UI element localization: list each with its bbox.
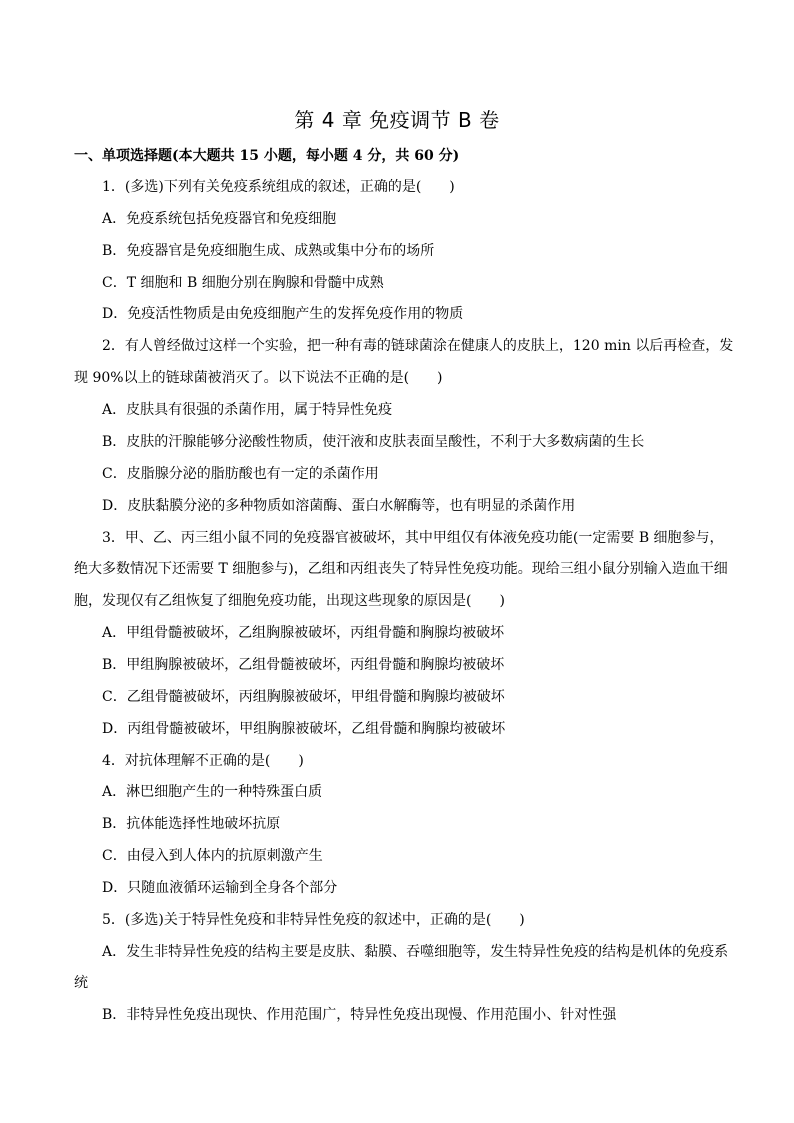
question-4-option-d: D．只随血液循环运输到全身各个部分: [102, 880, 338, 896]
question-2-option-c: C．皮脂腺分泌的脂肪酸也有一定的杀菌作用: [102, 466, 379, 482]
question-3-option-c: C．乙组骨髓被破坏，丙组胸腺被破坏，甲组骨髓和胸腺均被破坏: [102, 689, 505, 705]
question-3-option-d: D．丙组骨髓被破坏，甲组胸腺被破坏，乙组骨髓和胸腺均被破坏: [102, 721, 506, 737]
question-4-option-b: B．抗体能选择性地破坏抗原: [102, 816, 281, 832]
question-5-option-a-line-2: 统: [74, 975, 88, 991]
section-heading: 一、单项选择题(本大题共 15 小题，每小题 4 分，共 60 分): [74, 148, 460, 164]
question-4-stem: 4．对抗体理解不正确的是( ): [102, 753, 304, 769]
question-5-option-a-line-1: A．发生非特异性免疫的结构主要是皮肤、黏膜、吞噬细胞等，发生特异性免疫的结构是机体的免疫系: [102, 944, 729, 960]
question-3-stem-line-2: 绝大多数情况下还需要 T 细胞参与)，乙组和丙组丧失了特异性免疫功能。现给三组小鼠分别输入造血干细: [74, 561, 728, 577]
question-3-stem-line-1: 3．甲、乙、丙三组小鼠不同的免疫器官被破坏，其中甲组仅有体液免疫功能(一定需要 B 细胞参与，: [102, 530, 724, 546]
question-3-option-a: A．甲组骨髓被破坏，乙组胸腺被破坏，丙组骨髓和胸腺均被破坏: [102, 625, 505, 641]
question-1-option-b: B．免疫器官是免疫细胞生成、成熟或集中分布的场所: [102, 243, 435, 259]
question-2-stem-line-2: 现 90%以上的链球菌被消灭了。以下说法不正确的是( ): [74, 370, 443, 386]
question-2-option-d: D．皮肤黏膜分泌的多种物质如溶菌酶、蛋白水解酶等，也有明显的杀菌作用: [102, 498, 576, 514]
question-1-option-a: A．免疫系统包括免疫器官和免疫细胞: [102, 211, 337, 227]
page-title: 第 4 章 免疫调节 B 卷: [294, 108, 500, 132]
question-3-stem-line-3: 胞，发现仅有乙组恢复了细胞免疫功能，出现这些现象的原因是( ): [74, 593, 505, 609]
question-1-stem: 1．(多选)下列有关免疫系统组成的叙述，正确的是( ): [102, 179, 455, 195]
question-5-stem: 5．(多选)关于特异性免疫和非特异性免疫的叙述中，正确的是( ): [102, 912, 525, 928]
question-2-option-b: B．皮肤的汗腺能够分泌酸性物质，使汗液和皮肤表面呈酸性，不利于大多数病菌的生长: [102, 434, 645, 450]
question-5-option-b: B．非特异性免疫出现快、作用范围广，特异性免疫出现慢、作用范围小、针对性强: [102, 1007, 617, 1023]
question-4-option-a: A．淋巴细胞产生的一种特殊蛋白质: [102, 784, 323, 800]
question-4-option-c: C．由侵入到人体内的抗原刺激产生: [102, 848, 323, 864]
question-2-stem-line-1: 2．有人曾经做过这样一个实验，把一种有毒的链球菌涂在健康人的皮肤上，120 min 以后再检查，发: [102, 338, 734, 354]
question-2-option-a: A．皮肤具有很强的杀菌作用，属于特异性免疫: [102, 402, 393, 418]
question-3-option-b: B．甲组胸腺被破坏，乙组骨髓被破坏，丙组骨髓和胸腺均被破坏: [102, 657, 505, 673]
question-1-option-c: C．T 细胞和 B 细胞分别在胸腺和骨髓中成熟: [102, 275, 384, 291]
question-1-option-d: D．免疫活性物质是由免疫细胞产生的发挥免疫作用的物质: [102, 306, 464, 322]
